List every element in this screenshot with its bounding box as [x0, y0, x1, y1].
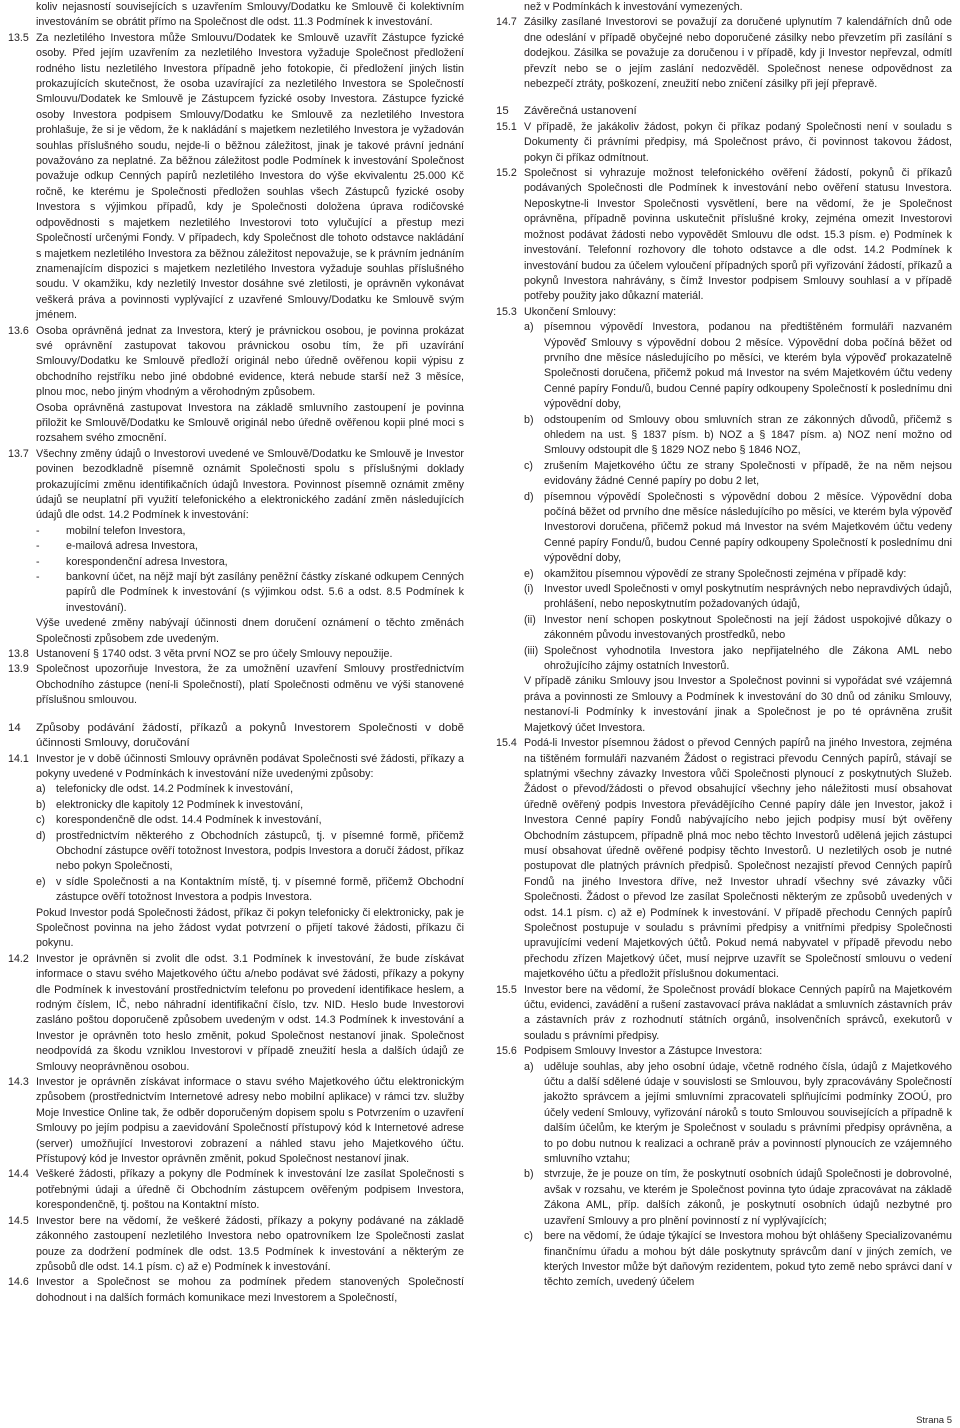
section-15-4 — [496, 736, 952, 983]
section-number: 14.7 — [496, 16, 517, 29]
list-item: e) okamžitou písemnou výpovědí ze strany Společnosti zejména v případě kdy: — [524, 567, 907, 580]
section-13-7 — [8, 447, 464, 647]
section-number: 15.2 — [496, 167, 517, 180]
sub-list-item: (ii) Investor není schopen poskytnout Společnosti na její žádost uspokojivé důkazy o zákonném původu investovaných prostředků, nebo — [524, 613, 952, 642]
section-text: Investor bere na vědomí, že Společnost provádí blokace Cenných papírů na Majetkovém účtu, evidenci, zavádění a rušení zastavovací práva nakládat a smluvních zástavních práv a zástavních práv z rozhodnutí státních orgánů, insolvenčních správců, exekutorů v souladu s právními předpisy. — [524, 983, 952, 1042]
section-number: 14 — [8, 721, 21, 734]
list-item: b) stvrzuje, že je pouze on tím, že poskytnutí osobních údajů Společnosti je dobrovolné, avšak v rozsahu, ve kterém je Společnost povinna tyto údaje zpracovávat na základě Zákona AML, příp. dalších zákonů, je poskytnutí osobních údajů nezbytné pro uzavření Smlouvy a pro plnění povinností z ní vyplývajících; — [524, 1168, 952, 1227]
section-text: Investor bere na vědomí, že veškeré žádosti, příkazy a pokyny podávané na základě zákonného zastoupení nezletilého Investora nebo opatrovníkem lze Společnosti zaslat pouze za dodržení podmínek dle odst. 13.5 Podmínek k investování a některým ze způsobů dle odst. 14.1 písm. c) až e) Podmínek k investování. — [36, 1214, 464, 1273]
section-text: Pokud Investor podá Společnosti žádost, příkaz či pokyn telefonicky či elektronicky, pak je Společnost povinna na jeho žádost vydat potvrzení o přijetí takové žádosti, příkazu či pokynu. — [36, 906, 464, 950]
section-15-6 — [496, 1044, 952, 1291]
section-text: Veškeré žádosti, příkazy a pokyny dle Podmínek k investování lze zasílat Společnosti s potřebnými údaji a úředně či Obchodním zástupcem ověřeným podpisem Investora, korespondenčně, tj. poštou na Kontaktní místo. — [36, 1168, 464, 1212]
list-item: - bankovní účet, na nějž mají být zasílány peněžní částky získané odkupem Cenných papírů dle Podmínek k investování (s výjimkou odst. 5.6 a odst. 8.5 Podmínek k investování). — [36, 571, 464, 614]
section-text: Společnost si vyhrazuje možnost telefonického ověření žádostí, pokynů či příkazů podávaných Společnosti dle Podmínek k investování nebo ověření statusu Investora. Neposkytne-li Investor Společnosti vysvětlení, bere na vědomí, že je Společnost oprávněna, případně povinna uskutečnit příslušné kroky, zejména omezit Investorovi možnost podávat žádosti nebo vypovědět Smlouvu dle odst. 15.3 písm. e) Podmínek k investování. Telefonní rozhovory dle tohoto odstavce a dle odst. 14.2 Podmínek k investování budou za účelem vyloučení případných sporů při vyřizování žádostí, příkazů a pokynů Investora nahrávány, s čímž Investor podpisem Smlouvy souhlasí a v případě potřeby použity jako důkazní materiál. — [524, 167, 952, 303]
section-14-1 — [8, 752, 464, 952]
list-item: d) písemnou výpovědí Společnosti s výpovědní dobou 2 měsíce. Výpovědní doba počíná běžet od prvního dne měsíce následujícího po měsíci, ve kterém byla výpověď Investorovi doručena, přičemž pokud má Investor na svém Majetkovém účtu vedeny Cenné papíry Fondu/ů, budou Cenné papíry odkoupeny Společností k poslednímu dni výpovědní doby, — [524, 490, 952, 565]
section-number: 14.2 — [8, 952, 29, 965]
section-number: 14.3 — [8, 1076, 29, 1089]
section-text: Ustanovení § 1740 odst. 3 věta první NOZ se pro účely Smlouvy nepoužije. — [36, 648, 393, 661]
section-text: V případě zániku Smlouvy jsou Investor a Společnost povinni si vypořádat své vzájemná práva a povinnosti ze Smlouvy a Podmínek k investování do 30 dnů od zániku Smlouvy, nestanoví-li Podmínky k investování jinak a Společnost je po té oprávněna zrušit Majetkový účet Investora. — [524, 675, 952, 734]
list-item: a) uděluje souhlas, aby jeho osobní údaje, včetně rodného čísla, údajů z Majetkového účtu a další sdělené údaje v souvislosti se Smlouvou, byly zpracovávány Společností jakožto správcem a jejími smluvními zpracovateli splňujícími podmínky ZOOÚ, pro účely vedení Smlouvy, vyřizování nároků s touto Smlouvou souvisejících a případně k dalším účelům, ke kterým je Společnost v souladu s právními předpisy oprávněna, a to po dobu nutnou k realizaci a ochraně práv a povinností plynoucích ze vzájemného smluvního vztahu; — [524, 1060, 952, 1166]
section-text: Za nezletilého Investora může Smlouvu/Dodatek ke Smlouvě uzavřít Zástupce fyzické osoby. Před jejím uzavřením za nezletilého Investora vyžaduje Společnost předložení rodného listu nezletilého Investora případně jeho fotokopie, či předložení jiných listin prokazujících skutečnost, že osoba uzavírající za nezletilého Investora se Společností Smlouvu/Dodatek ke Smlouvě je Zástupcem fyzické osoby Investora. Zástupce fyzické osoby Investora podpisem Smlouvy/Dodatku ke Smlouvě za nezletilého Investora prohlašuje, že si je vědom, že k nakládání s majetkem nezletilého Investora je vyžadován souhlas příslušného soudu, nejde-li o běžnou záležitost, jinak je takové právní jednání považováno za neplatné. Za běžnou záležitost podle Podmínek k investování Společnost považuje odkup Cenných papírů nezletilého Investora do výše ekvivalentu 25.000 Kč ročně, ke kterému je Společnosti předložen souhlas všech Zástupců fyzické osoby Investora s výjimkou případů, kdy je Společnosti doložena úprava rodičovské odpovědnosti s majetkem nezletilého Investorovi toto vylučující a přestup mezi Společností určenými Fondy. V případech, kdy Společnost dle tohoto odstavce nakládání s majetkem nezletilého Investora za běžnou záležitost nepovažuje, se k právním jednáním znamenajícím dispozici s majetkem nezletilého Investora vyžaduje souhlas příslušného soudu. V okamžiku, kdy nezletilý Investor dosáhne své zletilosti, je oprávněn vykonávat veškerá práva a povinnosti vyplývající z uzavřené Smlouvy/Dodatku ke Smlouvě svým jménem. — [36, 31, 464, 322]
section-text: Investor je oprávněn získávat informace o stavu svého Majetkového účtu elektronickým způsobem (prostřednictvím Internetové adresy nebo mobilní aplikace) v rámci tzv. služby Moje Investice Online tak, že odběr doporučeným dopisem spolu s Potvrzením o uzavření Smlouvy po jejím podpisu a zaevidování Společností přístupový kód k Internetové adrese (server) umožňující Investorovi zobrazení a náhled stavu jeho Majetkového účtu. Přístupový kód je Investor oprávněn změnit, pokud Společnost nestanoví jinak. — [36, 1076, 464, 1166]
section-text: Výše uvedené změny nabývají účinnosti dnem doručení oznámení o těchto změnách Společnosti způsobem zde uvedeným. — [36, 617, 464, 645]
section-title: Způsoby podávání žádostí, příkazů a pokynů Investorem Společnosti v době účinnosti Smlouvy, doručování — [36, 721, 464, 750]
right-column — [496, 0, 952, 1291]
section-14-3 — [8, 1075, 464, 1167]
sub-list-item: (i) Investor uvedl Společnosti v omyl poskytnutím nesprávných nebo nepravdivých údajů, prohlášení, nebo neposkytnutím požadovaných údajů, — [524, 583, 952, 611]
section-13-8 — [8, 647, 464, 662]
section-text: Ukončení Smlouvy: — [524, 305, 617, 318]
section-text: Osoba oprávněná zastupovat Investora na základě smluvního zastoupení je povinna přiložit ke Smlouvě/Dodatku ke Smlouvě originál nebo úředně ověřenou kopii plné moci s rozsahem svého zmocnění. — [36, 401, 464, 445]
list-item: c) bere na vědomí, že údaje týkající se Investora mohou být ohlášeny Specializovanému finančnímu úřadu a mohou být dále poskytnuty správcům daní v jiných zemích, ve kterých Investor může být daňovým rezidentem, pokud tyto země nebo správci daní v těchto zemích, uvedený účelem — [524, 1230, 952, 1289]
section-text: Investor je v době účinnosti Smlouvy oprávněn podávat Společnosti své žádosti, příkazy a pokyny uvedené v Podmínkách k investování níže uvedenými způsoby: — [36, 752, 464, 780]
section-13-9 — [8, 662, 464, 708]
section-number: 15.1 — [496, 120, 517, 133]
section-15-3 — [496, 305, 952, 736]
section-number: 13.8 — [8, 648, 29, 661]
section-number: 14.1 — [8, 752, 29, 765]
section-text: Podpisem Smlouvy Investor a Zástupce Investora: — [524, 1045, 763, 1058]
section-13-6 — [8, 324, 464, 447]
list-item: a) písemnou výpovědí Investora, podanou na předtištěném formuláři nazvaném Výpověď Smlouvy s výpovědní dobou 2 měsíce. Výpovědní doba počíná běžet od prvního dne měsíce následujícího po měsíci, ve kterém byla výpověď prokazatelně Společnosti doručena, přičemž pokud má Investor na svém Majetkovém účtu vedeny Cenné papíry Fondu/ů, budou Cenné papíry odkoupeny Společností k poslednímu dni výpovědní doby, — [524, 321, 952, 411]
section-number: 13.9 — [8, 663, 29, 676]
section-text: V případě, že jakákoliv žádost, pokyn či příkaz podaný Společnosti není v souladu s Dokumenty či právními předpisy, má Společnost právo, či povinnost takovou žádost, pokyn či příkaz odmítnout. — [524, 120, 952, 164]
section-number: 14.6 — [8, 1276, 29, 1289]
section-14-5 — [8, 1214, 464, 1276]
section-text: Všechny změny údajů o Investorovi uvedené ve Smlouvě/Dodatku ke Smlouvě je Investor povinen bezodkladně písemně oznámit Společnosti spolu s příslušnými doklady prokazujícími změnu identifikačních údajů Investora. Povinnost písemně oznámit změny údajů se neuplatní při využití telefonického a elektronického zadání změn následujících údajů dle odst. 14.2 Podmínek k investování: — [36, 447, 464, 522]
section-number: 13.6 — [8, 324, 29, 337]
section-number: 15 — [496, 105, 509, 118]
section-text: Zásilky zasílané Investorovi se považují za doručené uplynutím 7 kalendářních dnů ode dne odeslání v případě obyčejné nebo doporučené zásilky nebo převzetím při zasílání s dodejkou. Zásilka se považuje za doručenou i v případě, kdy ji Investor nepřevzal, odmítl převzít nebo se o jejím zaslání nedozvěděl. Společnost nenese odpovědnost za nebezpečí ztráty, poškození, zneužití nebo zničení zásilky při její přepravě. — [524, 16, 952, 91]
section-number: 15.5 — [496, 983, 517, 996]
list-item: b) odstoupením od Smlouvy obou smluvních stran ze zákonných důvodů, přičemž s ohledem na ust. § 1837 písm. b) NOZ a § 1847 písm. a) NOZ není možno od Smlouvy odstoupit dle § 1829 NOZ nebo § 1846 NOZ, — [524, 413, 952, 457]
section-14-7 — [496, 15, 952, 92]
list-item: d) prostřednictvím některého z Obchodních zástupců, tj. v písemné formě, přičemž Obchodní zástupce ověří totožnost Investora, podpis Investora a doručí žádost, příkaz nebo pokyn Společnosti, — [36, 829, 464, 873]
section-text: Společnost upozorňuje Investora, že za umožnění uzavření Smlouvy prostřednictvím Obchodního zástupce (není-li Společností), platí Společnosti odměnu ve výši stanovené příslušnou smlouvou. — [36, 663, 464, 707]
list-item: a) telefonicky dle odst. 14.2 Podmínek k investování, — [36, 783, 294, 796]
list-item: - mobilní telefon Investora, — [36, 524, 186, 537]
section-text: Investor je oprávněn si zvolit dle odst. 3.1 Podmínek k investování, že bude získávat informace o stavu svého Majetkového účtu a/nebo podávat své žádosti, příkazy a pokyny dle Podmínek k investování prostřednictvím telefonu po provedení identifikace heslem, a rodným číslem, IČ, nebo náhradní identifikační číslo, tzv. NID. Heslo bude Investorovi zasláno poštou doporučeně způsobem uvedeným v odst. 14.3 Podmínek k investování a Investor je oprávněn toto heslo změnit, pokud Společnost nestanoví jinak. Společnost neodpovídá za škodu vzniklou Investorovi v případě zneužití hesla a dalších údajů ze Smlouvy neoprávněnou osobou. — [36, 952, 464, 1073]
sub-list-item: (iii) Společnost vyhodnotila Investora jako nepřijatelného dle Zákona AML nebo ohrožujícího zájmy ostatních Investorů. — [524, 644, 952, 673]
section-number: 15.6 — [496, 1045, 517, 1058]
section-13-5 — [8, 31, 464, 324]
section-14-4 — [8, 1167, 464, 1213]
section-number: 14.5 — [8, 1214, 29, 1227]
section-15-1 — [496, 120, 952, 166]
list-item: b) elektronicky dle kapitoly 12 Podmínek k investování, — [36, 798, 304, 811]
section-14-heading — [8, 721, 464, 752]
section-15-2 — [496, 166, 952, 305]
list-item: c) zrušením Majetkového účtu ze strany Společnosti v případě, že na něm nejsou evidovány žádné Cenné papíry po dobu 2 let, — [524, 459, 952, 488]
section-15-5 — [496, 983, 952, 1045]
section-14-6 — [8, 1275, 464, 1306]
list-item: - e-mailová adresa Investora, — [36, 540, 198, 553]
left-column — [8, 0, 464, 1306]
list-item: - korespondenční adresa Investora, — [36, 555, 228, 568]
section-number: 15.4 — [496, 737, 517, 750]
page-number: Strana 5 — [916, 1415, 952, 1426]
list-item: e) v sídle Společnosti a na Kontaktním místě, tj. v písemné formě, přičemž Obchodní zástupce ověří totožnost Investora a podpis Investora. — [36, 875, 464, 904]
section-number: 13.5 — [8, 31, 29, 44]
section-number: 15.3 — [496, 305, 517, 318]
section-14-2 — [8, 952, 464, 1075]
carry-over-paragraph: než v Podmínkách k investování vymezených. — [524, 1, 743, 13]
carry-over-paragraph: koliv nejasností souvisejících s uzavřením Smlouvy/Dodatku ke Smlouvě či kolektivním investováním se obrátit přímo na Společnost dle odst. 11.3 Podmínek k investování. — [36, 1, 464, 29]
section-text: Osoba oprávněná jednat za Investora, který je právnickou osobou, je povinna prokázat své oprávnění zastupovat takovou právnickou osobu tím, že při uzavírání Smlouvy/Dodatku ke Smlouvě předloží originál nebo úředně ověřenou kopii výpisu z obchodního rejstříku nebo jiné obdobné evidence, která nebude starší než 3 měsíce, plnou moc, nebo jiným vhodným a věrohodným způsobem. — [36, 324, 464, 399]
section-text: Podá-li Investor písemnou žádost o převod Cenných papírů na jiného Investora, zejména na tištěném formuláři nazvaném Žádost o registraci převodu Cenných papírů, stávají se splatnými všechny závazky Investora vůči Společnosti plynoucí z poskytnutých Služeb. Žádost o převod/žádosti o převod obsahující všechny jeho náležitosti musí obsahovat úředně ověřený podpis Investora převádějícího Cenné papíry dále jen Investor, jakož i Investora Cenné papíry Fondů nabývajícího nebo jejich podpisy musí být ověřeny Obchodním zástupcem, případně plná moc nebo těchto Investorů udělená jejich zástupci musí obsahovat úředně ověřené podpisy těchto Investorů. U nezletilých osob je nutné postupovat dle platných právních předpisů. Společnost nezajistí převod Cenných papírů Fondů na jiného Investora dříve, než Investor uhradí všechny své závazky vůči Společnosti. Žádost o převod lze zasílat Společnosti některým ze způsobů uvedených v odst. 14.1 písm. c) až e) Podmínek k investování. V případě přechodu Cenných papírů Společnost postupuje v souladu s právními předpisy a vnitřními předpisy Společnosti upravujícími vedení Majetkových účtů. Pokud nemá nabyvatel v případě převodu nebo přechodu zřízen Majetkový účet, musí nejprve uzavřít se Společností smlouvu o vedení majetkového účtu a předložit příslušnou dokumentaci. — [524, 737, 952, 981]
section-text: Investor a Společnost se mohou za podmínek předem stanovených Společností dohodnout i na dalších formách komunikace mezi Investorem a Společností, — [36, 1276, 464, 1304]
section-title: Závěrečná ustanovení — [524, 105, 637, 118]
list-item: c) korespondenčně dle odst. 14.4 Podmínek k investování, — [36, 814, 322, 827]
section-number: 13.7 — [8, 447, 29, 460]
section-number: 14.4 — [8, 1168, 29, 1181]
section-15-heading — [496, 104, 952, 119]
